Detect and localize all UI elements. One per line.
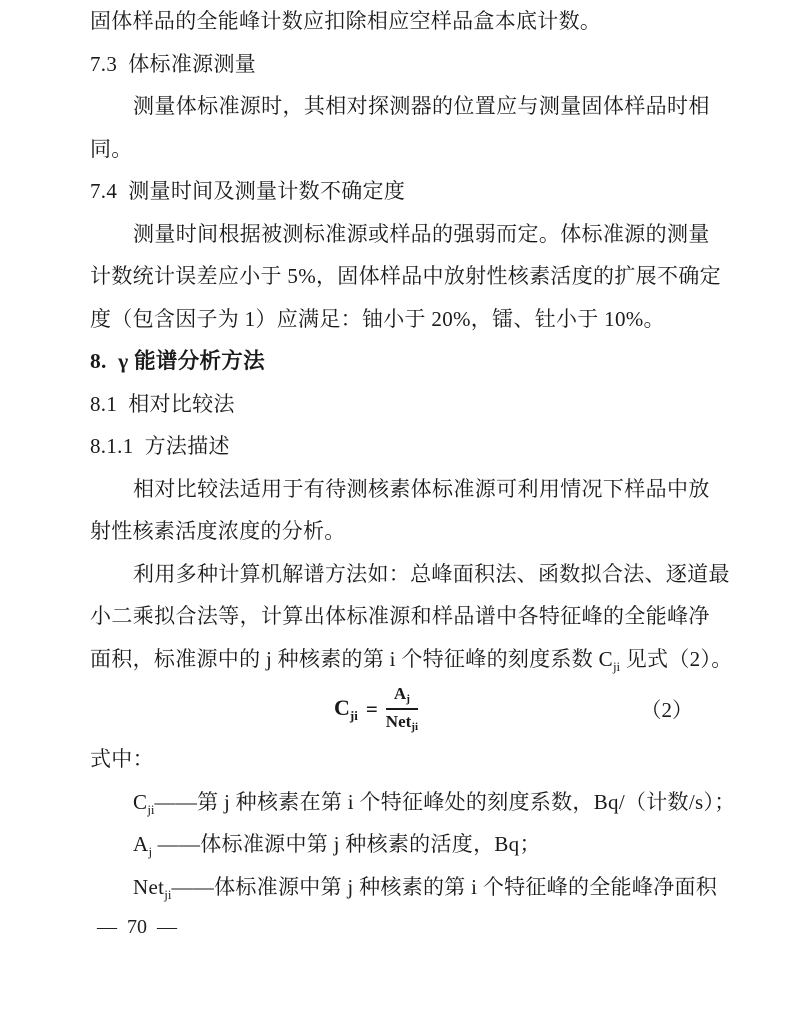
char: 计 [218,561,240,586]
equals-sign: = [365,696,378,721]
char: 而 [496,221,518,246]
char: 固 [337,264,359,288]
paragraph-line [90,255,721,298]
char: 根 [218,221,240,246]
char: 征 [560,604,582,628]
paragraph-line [90,128,710,171]
char: 数 [559,561,581,586]
paragraph-line [90,298,710,341]
char: 等 [218,604,240,628]
char: 的 [432,221,454,246]
char: 准 [453,476,475,501]
char: 素 [529,264,551,288]
char: 品 [645,476,667,501]
char: 计 [90,264,112,288]
char: 法 [218,476,240,501]
char: 探 [367,94,390,118]
symbol-base: A [393,684,407,703]
paragraph-line [90,553,730,596]
char: 量 [560,94,582,118]
char: 相 [325,94,347,118]
paragraph-line [90,213,710,256]
char: 有 [303,476,326,501]
char: 计 [261,604,283,628]
paragraph-line [90,510,710,553]
char: 体 [410,476,432,501]
heading-7-3 [90,43,710,86]
char: 的 [593,264,615,288]
subscript: ji [612,658,621,674]
fraction-numerator [391,685,413,708]
char: 准 [602,221,625,246]
text-run: C [133,789,148,814]
char: 能 [645,604,668,628]
paragraph-line [90,468,710,511]
char: ， [282,94,304,118]
char: 标 [303,221,326,246]
char: 各 [517,604,539,628]
char: 测 [133,221,155,246]
char: 、 [516,561,538,586]
char: 的 [603,604,625,628]
char: % [298,264,316,288]
char: 误 [175,264,197,288]
char: 合 [601,561,624,586]
char: 强 [453,221,475,246]
char: 解 [282,561,304,586]
heading-8 [90,340,710,383]
text-run: 8.1 相对比较法 [90,391,235,416]
char: 样 [624,94,646,118]
char: 数 [111,264,133,288]
text-run: 7.3 体标准源测量 [90,51,257,76]
char: 函 [537,561,560,586]
char: 应 [217,264,240,288]
char: 器 [410,94,432,118]
char: 净 [688,604,710,628]
symbol-subscript: ji [411,721,419,733]
char: ， [315,264,338,288]
char: 拟 [580,561,602,586]
char: 用 [154,561,176,586]
char: 展 [635,264,657,288]
char: 射 [465,264,487,288]
char: 固 [581,94,603,118]
char: 素 [389,476,411,501]
subscript: j [148,844,153,859]
char: 品 [645,94,667,118]
char: 利 [133,561,155,586]
definition-line-netji [90,866,718,909]
char: 下 [602,476,625,501]
char: 峰 [431,561,453,586]
char: 定 [517,221,539,246]
char: 多 [175,561,197,586]
char: 品 [453,604,475,628]
paragraph-line [90,738,710,781]
char: 比 [175,476,198,501]
paragraph-line [90,595,710,638]
char: 合 [175,604,197,628]
char: 情 [560,476,582,501]
char: 5 [287,264,299,288]
char: 测 [389,94,411,118]
char: 标 [581,221,603,246]
char: 其 [303,94,326,118]
char: 放 [688,476,710,501]
char: 法 [346,561,368,586]
char: 算 [239,561,261,586]
char: 的 [645,221,667,246]
text-run: 7.4 测量时间及测量计数不确定度 [90,179,406,203]
text-run: 面积，标准源中的 j 种核素的第 i 个特征峰的刻度系数 C [90,646,613,671]
char: 小 [90,604,112,628]
subscript: ji [164,886,172,902]
char: ， [239,604,261,628]
char: 差 [196,264,218,288]
char: 逐 [665,561,688,586]
char: 样 [624,476,646,501]
char: 谱 [474,604,497,628]
char: 峰 [581,604,603,628]
text-run: ——体标准源中第 j 种核素的活度，Bq； [152,832,541,856]
char: 体 [602,94,625,118]
symbol-base: Net [385,712,412,731]
char: 放 [443,264,466,288]
char: 谱 [303,561,325,586]
document-content [90,0,736,908]
paragraph-line [90,638,733,681]
char: 置 [474,94,497,118]
text-run: 固体样品的全能峰计数应扣除相应空样品盒本底计数。 [90,9,602,33]
char: 扩 [614,264,636,288]
char: 不 [656,264,679,288]
char: 况 [581,476,603,501]
char: 。 [538,221,561,246]
char: 的 [432,94,454,118]
char: 种 [196,561,219,586]
char: 统 [132,264,154,288]
paragraph-line [90,85,710,128]
char: 对 [154,476,176,501]
char: 标 [197,94,219,118]
char: 适 [239,476,262,501]
definition-line-aj [90,823,710,866]
char: 中 [666,476,689,501]
char: 被 [261,221,283,246]
char: 对 [346,94,368,118]
text-run: 8.1.1 方法描述 [90,434,230,458]
char: 据 [239,221,262,246]
char: 全 [624,604,646,628]
char: 度 [571,264,594,288]
heading-8-1-1 [90,425,710,468]
char: 二 [111,604,133,628]
char: 源 [346,221,368,246]
char: 法 [623,561,645,586]
char: 性 [486,264,508,288]
char: 体 [325,604,347,628]
char: 体 [175,94,198,118]
char: 用 [261,476,283,501]
char: 定 [699,264,721,288]
char: 准 [218,94,240,118]
char: 拟 [154,604,176,628]
definition-line-cji [90,781,736,824]
fraction-denominator [386,710,418,733]
subscript: ji [147,801,155,817]
char: 标 [432,476,454,501]
char: 利 [517,476,539,501]
char: 量 [688,221,710,246]
char: 样 [379,264,402,288]
char: 位 [453,94,475,118]
char: 样 [389,221,411,246]
char: 最 [708,561,730,586]
char: 品 [410,221,432,246]
char: 标 [346,604,368,628]
char: 和 [410,604,432,628]
char: 方 [324,561,347,586]
char: 活 [550,264,572,288]
char: 法 [495,561,517,586]
char: 测 [133,94,155,118]
fraction [386,685,418,733]
char: 测 [346,476,368,501]
char: 间 [197,221,219,246]
char: 源 [624,221,646,246]
char: 待 [325,476,347,501]
char: 确 [678,264,700,288]
page-number: — 70 — [97,916,177,938]
paragraph-line [90,0,710,43]
text-run: 射性核素活度浓度的分析。 [90,519,346,543]
text-run: 同。 [90,136,133,161]
text-run: A [133,832,149,856]
symbol-subscript: ji [349,707,358,723]
char: 积 [474,561,496,586]
char: ： [388,561,411,586]
text-run: ——第 j 种核素在第 i 个特征峰处的刻度系数，Bq/（计数/s）； [154,789,736,814]
heading-7-4 [90,170,710,213]
char: 核 [367,476,390,501]
char: 体 [358,264,380,288]
equation-row [90,680,710,738]
char: 源 [474,476,497,501]
char: 峰 [667,604,689,628]
char: 或 [367,221,390,246]
char: 测 [282,221,304,246]
text-run: 度（包含因子为 1）应满足：铀小于 20%，镭、钍小于 10%。 [90,306,665,331]
char: 时 [175,221,198,246]
char: 出 [303,604,326,628]
symbol-subscript: j [406,693,410,705]
char: 、 [644,561,666,586]
char: 与 [517,94,539,118]
char: 源 [389,604,411,628]
text-run: ——体标准源中第 j 种核素的第 i 个特征峰的全能峰净面积 [171,874,718,899]
char: 总 [410,561,432,586]
char: 相 [133,476,155,501]
char: 准 [367,604,390,628]
char: 于 [282,476,304,501]
char: 计 [153,264,176,288]
char: 中 [496,604,518,628]
text-run: 8. γ 能谱分析方法 [90,349,265,373]
char: 测 [538,94,561,118]
char: 乘 [132,604,155,628]
char: 相 [688,94,710,118]
equation-number: （2） [640,698,693,722]
symbol-base: C [333,694,350,720]
char: 核 [507,264,530,288]
char: 用 [538,476,561,501]
char: 量 [154,221,176,246]
char: 时 [261,94,283,118]
char: 品 [401,264,423,288]
char: 如 [367,561,389,586]
char: 准 [325,221,347,246]
char: 道 [687,561,709,586]
char: 特 [538,604,561,628]
equation-2 [334,685,418,733]
char: 于 [260,264,282,288]
char: 样 [432,604,454,628]
char: 体 [560,221,582,246]
text-run: Net [133,874,165,899]
char: 小 [239,264,261,288]
heading-8-1 [90,383,710,426]
char: 源 [239,94,262,118]
equation-lhs [334,695,358,724]
char: 应 [496,94,518,118]
char: 机 [260,561,283,586]
text-run: 式中： [90,747,154,771]
char: 测 [666,221,689,246]
char: 可 [496,476,518,501]
char: 量 [154,94,176,118]
char: 面 [452,561,474,586]
char: 时 [666,94,689,118]
char: 法 [196,604,219,628]
char: 中 [422,264,444,288]
char: 算 [282,604,304,628]
char: 较 [197,476,219,501]
char: 弱 [474,221,497,246]
text-run: 见式（2）。 [620,646,733,671]
